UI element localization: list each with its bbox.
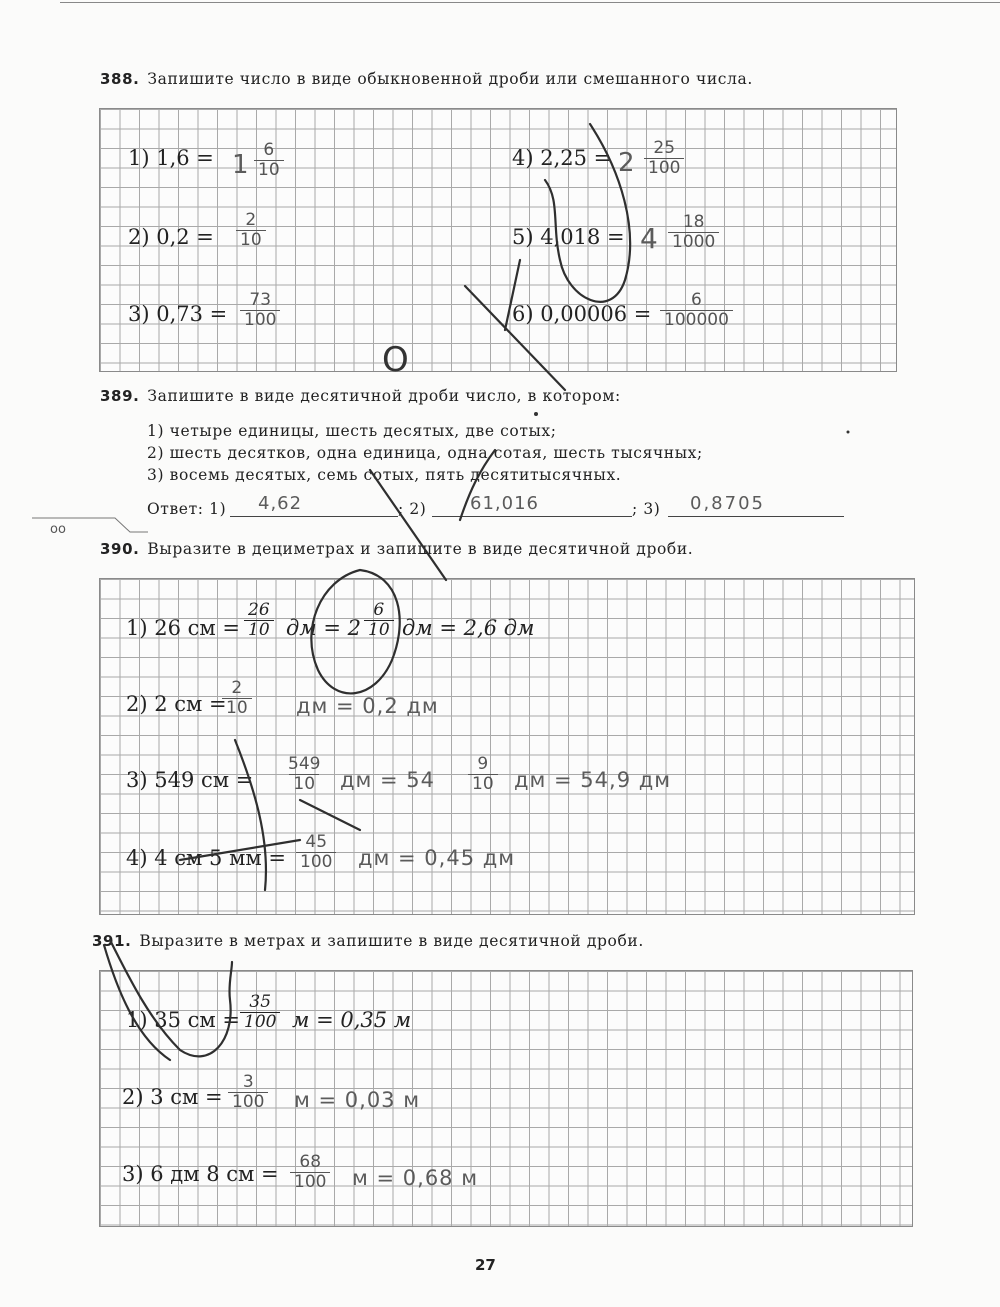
numerator: 68 [299, 1152, 322, 1172]
task-388-item-5-fraction [668, 214, 719, 252]
task-391-item-3-result: м = 0,68 м [352, 1166, 479, 1190]
answer-1-value: 4,62 [258, 493, 303, 514]
numerator: 549 [288, 754, 321, 774]
task-390-item-3-fraction-2 [468, 756, 498, 794]
side-mark-label: оо [50, 522, 66, 537]
task-391-number: 391. [92, 932, 132, 950]
task-388-item-4-fraction [644, 140, 684, 178]
task-389-line-2: 2) шесть десятков, одна единица, одна сотая, шесть тысячных; [147, 444, 703, 462]
numerator: 6 [263, 140, 275, 160]
task-389-sep-2: ; 2) [398, 500, 427, 518]
task-389-answer-label: Ответ: 1) [147, 500, 227, 518]
task-391-item-2-label: 2) 3 см = [122, 1085, 223, 1109]
numerator: 73 [249, 290, 272, 310]
task-389-title: Запишите в виде десятичной дроби число, в котором: [147, 387, 621, 405]
denominator: 10 [222, 698, 252, 718]
task-390-item-3-result: дм = 54,9 дм [514, 768, 672, 792]
denominator: 10 [364, 620, 394, 640]
task-388-heading [100, 70, 753, 88]
answer-2-value: 61,016 [470, 493, 539, 514]
task-391-item-2-fraction [228, 1074, 268, 1112]
task-391-item-2-result: м = 0,03 м [294, 1088, 421, 1112]
task-389-list [147, 420, 703, 486]
task-389-line-3: 3) восемь десятых, семь сотых, пять десятитысячных. [147, 466, 622, 484]
task-390-item-3-fraction [284, 756, 324, 794]
denominator: 100 [228, 1092, 268, 1112]
denominator: 1000 [668, 232, 719, 252]
teacher-circle-letter: О [382, 340, 409, 380]
task-390-item-2-result: дм = 0,2 дм [296, 694, 439, 718]
denominator: 10 [468, 774, 498, 794]
task-390-item-2-fraction [222, 680, 252, 718]
task-388-item-1-label: 1) 1,6 = [128, 146, 214, 170]
task-388-item-2-label: 2) 0,2 = [128, 225, 214, 249]
task-390-heading [100, 540, 693, 558]
denominator: 100 [296, 852, 336, 872]
task-391-item-1-result: м = 0,35 м [292, 1008, 412, 1032]
task-390-item-1-label: 1) 26 см = [126, 616, 240, 640]
task-388-item-1-fraction [254, 142, 284, 180]
task-391-item-1-fraction [240, 994, 280, 1032]
task-390-item-1-unit: дм = 2 [286, 616, 362, 640]
task-390-item-4-result: дм = 0,45 дм [358, 846, 516, 870]
task-391-title: Выразите в метрах и запишите в виде десятичной дроби. [139, 932, 644, 950]
task-390-item-3-label: 3) 549 см = [126, 768, 254, 792]
denominator: 100 [290, 1172, 330, 1192]
task-388-title: Запишите число в виде обыкновенной дроби или смешанного числа. [147, 70, 753, 88]
task-391-item-3-fraction [290, 1154, 330, 1192]
dot-mark-1 [534, 412, 538, 416]
top-rule [60, 2, 1000, 3]
denominator: 10 [254, 160, 284, 180]
task-391-item-1-label: 1) 35 см = [126, 1008, 240, 1032]
task-389-sep-3: ; 3) [632, 500, 661, 518]
dot-mark-2 [847, 431, 850, 434]
numerator: 2 [245, 210, 257, 230]
numerator: 6 [373, 600, 385, 620]
answer-1-line [230, 516, 398, 517]
task-388-grid [99, 108, 897, 372]
numerator: 26 [248, 600, 270, 620]
task-390-item-4-label: 4) 4 см 5 мм = [126, 846, 287, 870]
answer-2-line [432, 516, 632, 517]
denominator: 10 [289, 774, 319, 794]
numerator: 45 [305, 832, 328, 852]
task-388-item-5-whole: 4 [640, 222, 659, 255]
task-389-number: 389. [100, 387, 140, 405]
answer-3-line [668, 516, 844, 517]
denominator: 100 [240, 310, 280, 330]
denominator: 100 [644, 158, 684, 178]
task-390-item-1-fraction-1 [244, 602, 274, 640]
task-390-item-1-fraction-2 [364, 602, 394, 640]
task-388-item-5-label: 5) 4,018 = [512, 225, 625, 249]
task-391-item-3-label: 3) 6 дм 8 см = [122, 1162, 279, 1186]
task-390-item-2-label: 2) 2 см = [126, 692, 227, 716]
numerator: 18 [682, 212, 705, 232]
task-390-title: Выразите в дециметрах и запишите в виде десятичной дроби. [147, 540, 694, 558]
denominator: 10 [244, 620, 274, 640]
numerator: 2 [231, 678, 243, 698]
numerator: 35 [249, 992, 272, 1012]
numerator: 25 [653, 138, 676, 158]
task-390-item-1-result: дм = 2,6 дм [402, 616, 535, 640]
task-389-heading [100, 387, 621, 405]
denominator: 100 [240, 1012, 280, 1032]
task-390-item-4-fraction [296, 834, 336, 872]
numerator: 3 [242, 1072, 254, 1092]
denominator: 10 [236, 230, 266, 250]
task-388-item-4-whole: 2 [618, 148, 636, 178]
task-390-item-3-middle: дм = 54 [340, 768, 436, 792]
side-mark-line [30, 512, 150, 536]
answer-3-value: 0,8705 [690, 493, 765, 514]
task-388-item-1-whole: 1 [232, 150, 250, 180]
task-388-item-6-label: 6) 0,00006 = [512, 302, 652, 326]
page-number: 27 [475, 1256, 496, 1274]
numerator: 9 [477, 754, 489, 774]
task-388-item-3-label: 3) 0,73 = [128, 302, 228, 326]
task-388-item-2-fraction [236, 212, 266, 250]
task-388-number: 388. [100, 70, 140, 88]
task-388-item-3-fraction [240, 292, 280, 330]
denominator: 100000 [660, 310, 733, 330]
task-388-item-6-fraction [660, 292, 733, 330]
task-391-heading [92, 932, 644, 950]
task-389-line-1: 1) четыре единицы, шесть десятых, две сотых; [147, 422, 557, 440]
task-390-number: 390. [100, 540, 140, 558]
numerator: 6 [691, 290, 702, 310]
check-stroke-389-a [370, 470, 446, 580]
task-388-item-4-label: 4) 2,25 = [512, 146, 612, 170]
